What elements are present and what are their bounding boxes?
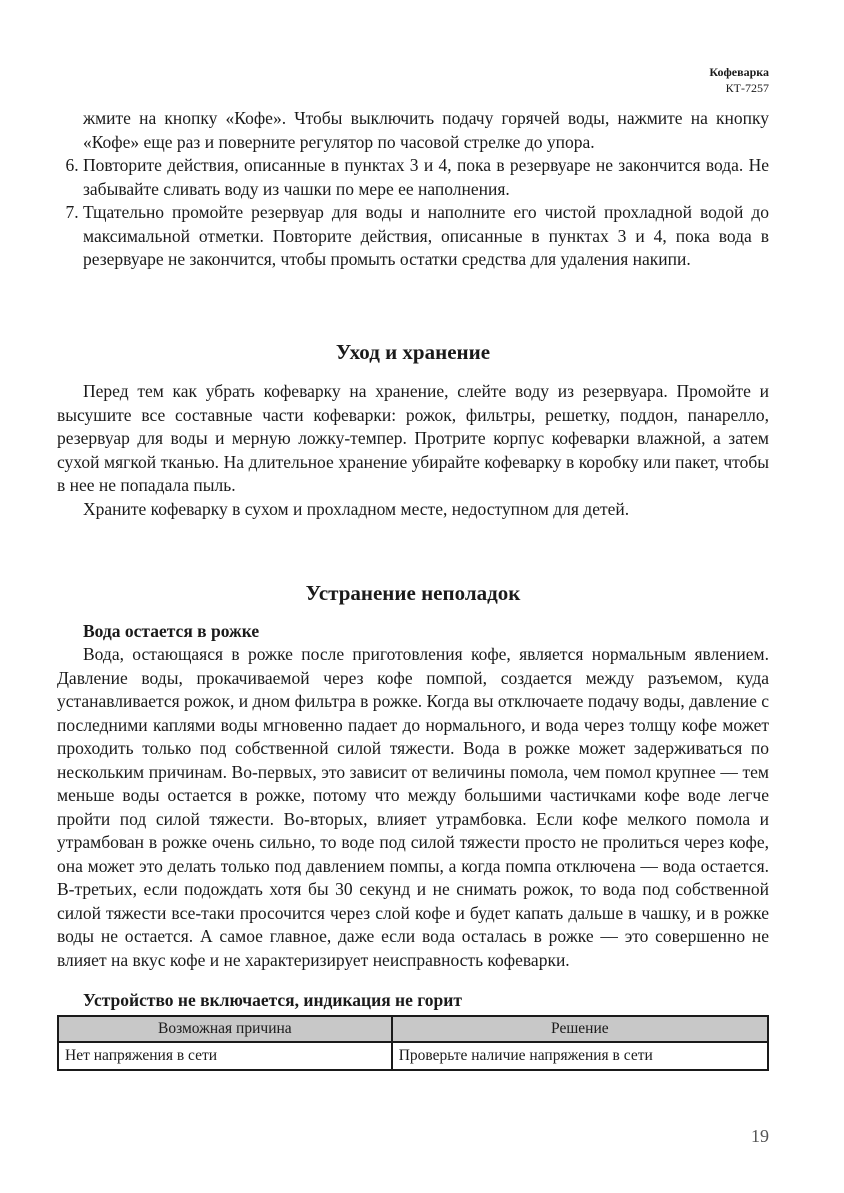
care-paragraph-1: Перед тем как убрать кофеварку на хранение, слейте воду из резервуара. Промойте и высушите все составные части кофеварки: рожок, фильтры, решетку, поддон, панарелло, резервуар для воды и мерную ложку-темпер. Протрите корпус кофеварки влажной, а затем сухой мягкой тканью. На длительное хранение убирайте кофеварку в коробку или пакет, чтобы в нее не попадала пыль. [57,381,769,495]
column-header-cause: Возможная причина [58,1016,392,1042]
device-not-turning-on-subtitle: Устройство не включается, индикация не горит [83,990,462,1010]
product-name: Кофеварка [709,65,769,79]
continued-step-text: жмите на кнопку «Кофе». Чтобы выключить подачу горячей воды, нажмите на кнопку «Кофе» еще раз и поверните регулятор по часовой стрелке до упора. [83,108,769,152]
column-header-solution: Решение [392,1016,768,1042]
solution-cell: Проверьте наличие напряжения в сети [392,1042,768,1070]
water-in-holder-paragraph: Вода, остающаяся в рожке после приготовления кофе, является нормальным явлением. Давление воды, прокачиваемой через кофе помпой, создается между разъемом, куда устанавливается рожок, и дном фильтра в рожке. Когда вы отключаете подачу воды, давление с последними каплями воды мгновенно падает до нормального, и вода через толщу кофе может проходить только под собственной силой тяжести. Вода в рожке может задерживаться по нескольким причинам. Во-первых, это зависит от величины помола, чем помол крупнее — тем меньше воды остается в рожке, потому что между большими частичками кофе воде легче пройти под силой тяжести. Во-вторых, влияет утрамбовка. Если кофе мелкого помола и утрамбован в рожке очень сильно, то воде под силой тяжести просто не пролиться через кофе, она может это делать только под давлением помпы, а когда помпа отключена — вода остается. В-третьих, если подождать хотя бы 30 секунд и не снимать рожок, то вода под собственной силой тяжести все-таки просочится через слой кофе и будет капать дальше в чашку, и в рожке воды не остается. А самое главное, даже если вода осталась в рожке — это совершенно не влияет на вкус кофе и не характеризирует неисправность кофеварки. [57,644,769,970]
care-paragraph-2: Храните кофеварку в сухом и прохладном месте, недоступном для детей. [83,498,630,519]
care-section-title: Уход и хранение [335,339,491,364]
page-content [57,107,769,1071]
step-5: 6. Повторите действия, описанные в пунктах 3 и 4, пока в резервуаре не закончится вода. Не забывайте сливать воду из чашки по мере ее наполнения. [83,154,769,201]
page-number: 19 [751,1126,769,1146]
troubleshooting-table [57,1015,769,1071]
table-row [58,1042,768,1070]
table-header-row [58,1016,768,1042]
steps-list [57,107,769,272]
water-in-holder-subtitle: Вода остается в рожке [83,620,260,641]
troubleshooting-section-title: Устранение неполадок [305,581,521,605]
page-header [709,64,769,96]
step-6: 7. Тщательно промойте резервуар для воды и наполните его чистой прохладной водой до максимальной отметки. Повторите действия, описанные в пунктах 3 и 4, пока вода в резервуаре не закончится, чтобы промыть остатки средства для удаления накипи. [83,201,769,272]
product-model: КТ-7257 [725,81,769,95]
cause-cell: Нет напряжения в сети [58,1042,392,1070]
